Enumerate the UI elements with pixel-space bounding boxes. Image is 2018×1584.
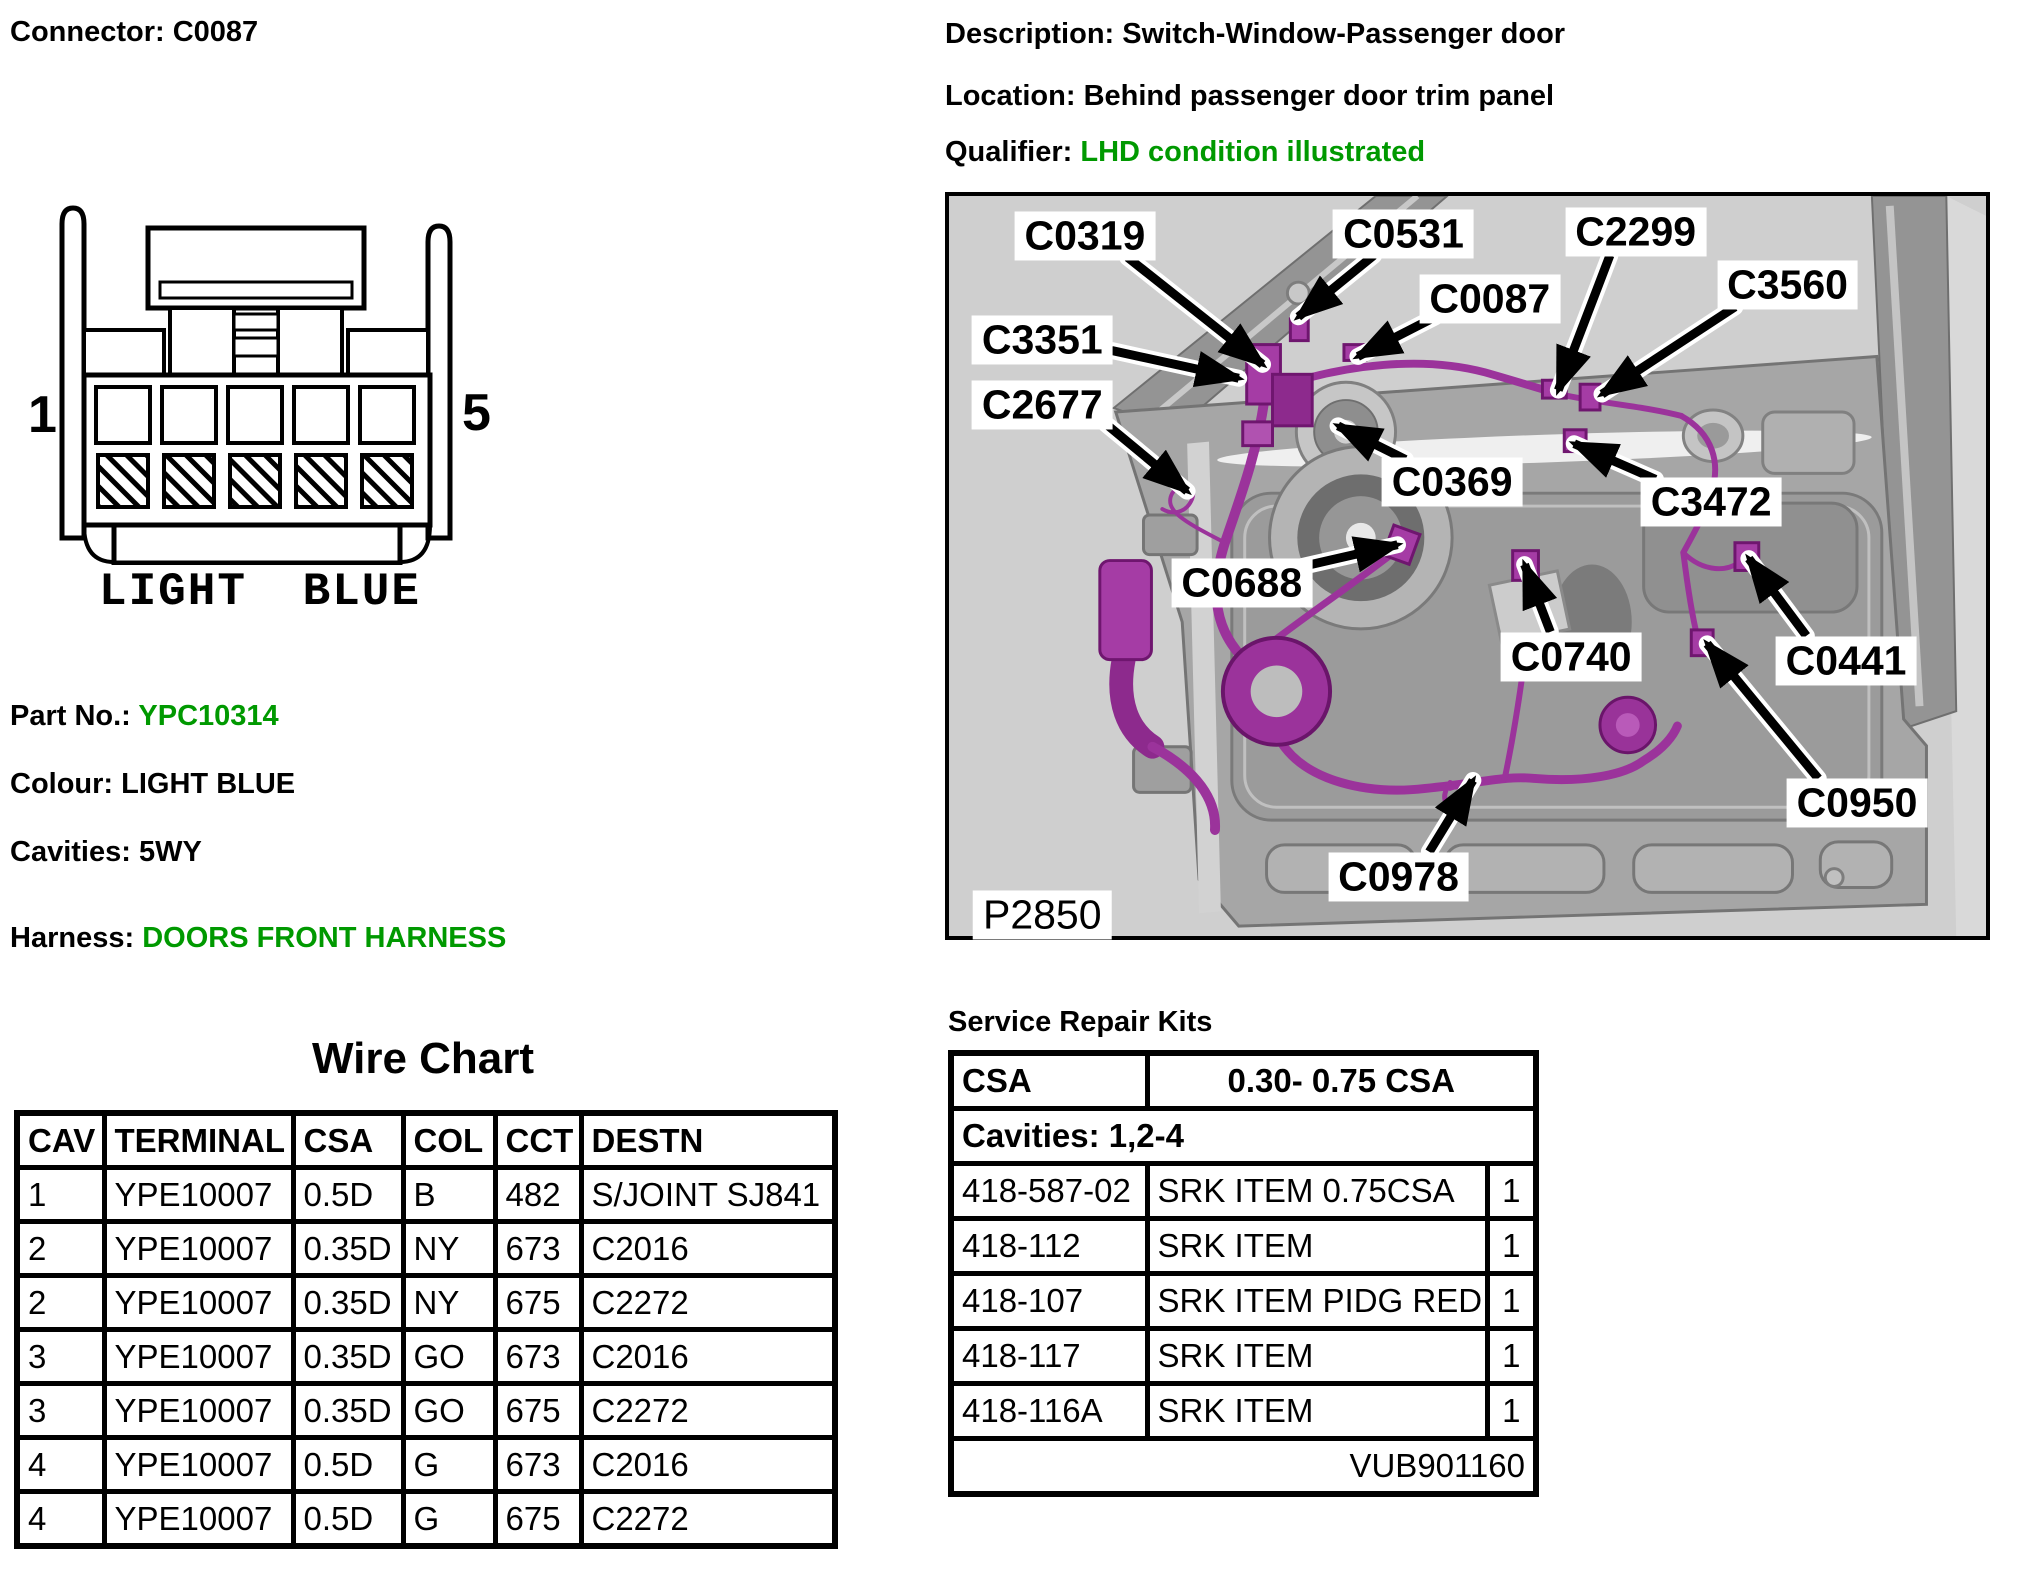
table-cell: 1: [1487, 1164, 1536, 1219]
callout-label-C3351: C3351: [972, 315, 1113, 364]
screw: [1825, 869, 1843, 887]
callout-label-C0531: C0531: [1333, 209, 1474, 258]
connector-bottom-tab: [114, 525, 400, 563]
harness-field: [10, 922, 506, 955]
wire-chart-row: [17, 1438, 835, 1492]
table-cell: TERMINAL: [104, 1113, 293, 1168]
table-cell: 418-587-02: [951, 1164, 1147, 1219]
table-cell: 418-112: [951, 1219, 1147, 1274]
table-cell: 2: [17, 1222, 104, 1276]
srk-footer-row: [951, 1439, 1536, 1495]
location-label: Location:: [945, 80, 1076, 112]
table-cell: 1: [1487, 1329, 1536, 1384]
table-cell: 0.30- 0.75 CSA: [1147, 1053, 1536, 1109]
connector-title: Connector: C0087: [10, 16, 259, 48]
colour-field: [10, 768, 295, 801]
table-cell: 1: [1487, 1384, 1536, 1439]
wire-chart-table: [14, 1110, 838, 1549]
table-cell: VUB901160: [951, 1439, 1536, 1495]
part-no-field: [10, 700, 279, 733]
table-cell: 673: [495, 1222, 581, 1276]
callout-label-C2299: C2299: [1565, 207, 1706, 256]
callout-label-P2850: P2850: [973, 891, 1112, 940]
table-cell: 418-117: [951, 1329, 1147, 1384]
table-cell: 4: [17, 1438, 104, 1492]
table-cell: DESTN: [581, 1113, 835, 1168]
wire-chart-header-row: [17, 1113, 835, 1168]
table-cell: Cavities: 1,2-4: [951, 1109, 1536, 1164]
callout-label-C2677: C2677: [972, 380, 1113, 429]
table-cell: SRK ITEM: [1147, 1384, 1487, 1439]
callout-label-C0688: C0688: [1171, 559, 1312, 608]
description-label: Description:: [945, 18, 1115, 50]
srk-item-row: [951, 1219, 1536, 1274]
callout-label-C3472: C3472: [1641, 478, 1782, 527]
wire-chart-row: [17, 1222, 835, 1276]
table-cell: GO: [403, 1384, 495, 1438]
table-cell: YPE10007: [104, 1384, 293, 1438]
table-cell: YPE10007: [104, 1276, 293, 1330]
callout-label-C0978: C0978: [1328, 852, 1469, 901]
table-cell: 673: [495, 1330, 581, 1384]
table-cell: 675: [495, 1384, 581, 1438]
srk-cavities-row: [951, 1109, 1536, 1164]
pin-number-1: 1: [28, 386, 57, 444]
table-cell: YPE10007: [104, 1492, 293, 1547]
harness-label: Harness:: [10, 922, 135, 954]
table-cell: B: [403, 1168, 495, 1222]
table-cell: 675: [495, 1276, 581, 1330]
callout-label-C0441: C0441: [1776, 636, 1917, 685]
service-repair-kits-table: [948, 1050, 1539, 1497]
cavities-value: 5WY: [138, 836, 202, 868]
connector-face-diagram: [10, 190, 510, 565]
wire-chart-row: [17, 1276, 835, 1330]
callout-label-C0319: C0319: [1015, 211, 1156, 260]
part-no-value: YPC10314: [138, 700, 279, 732]
location-value: Behind passenger door trim panel: [1083, 80, 1555, 112]
wire-chart-row: [17, 1384, 835, 1438]
harness-value: DOORS FRONT HARNESS: [142, 922, 507, 954]
colour-label: Colour:: [10, 768, 114, 800]
callout-label-C0369: C0369: [1382, 458, 1523, 507]
description-value: Switch-Window-Passenger door: [1122, 18, 1566, 50]
table-cell: COL: [403, 1113, 495, 1168]
table-cell: 0.5D: [293, 1438, 403, 1492]
table-cell: CAV: [17, 1113, 104, 1168]
table-cell: 3: [17, 1330, 104, 1384]
table-cell: 0.5D: [293, 1168, 403, 1222]
part-no-label: Part No.:: [10, 700, 131, 732]
wire-chart-row: [17, 1492, 835, 1547]
cavities-field: [10, 836, 202, 869]
callout-label-C0740: C0740: [1501, 632, 1642, 681]
main-plug: [1100, 561, 1152, 660]
table-cell: CSA: [951, 1053, 1147, 1109]
table-cell: NY: [403, 1276, 495, 1330]
connector-left-shoulder: [84, 330, 164, 376]
table-cell: 0.35D: [293, 1384, 403, 1438]
connector-right-shoulder: [348, 330, 428, 376]
callout-label-C0087: C0087: [1419, 274, 1560, 323]
table-cell: C2016: [581, 1438, 835, 1492]
table-cell: 2: [17, 1276, 104, 1330]
description-field: [945, 18, 1565, 51]
table-cell: 3: [17, 1384, 104, 1438]
table-cell: 0.35D: [293, 1222, 403, 1276]
table-cell: 673: [495, 1438, 581, 1492]
table-cell: SRK ITEM: [1147, 1329, 1487, 1384]
pin-number-5: 5: [462, 384, 491, 442]
table-cell: YPE10007: [104, 1222, 293, 1276]
table-cell: 0.5D: [293, 1492, 403, 1547]
wire-chart-row: [17, 1168, 835, 1222]
table-cell: 1: [17, 1168, 104, 1222]
connector-cavities: [96, 387, 414, 443]
qualifier-label: Qualifier:: [945, 136, 1073, 168]
wire-chart-row: [17, 1330, 835, 1384]
table-cell: C2016: [581, 1330, 835, 1384]
cavities-label: Cavities:: [10, 836, 131, 868]
colour-value: LIGHT BLUE: [121, 768, 296, 800]
table-cell: 482: [495, 1168, 581, 1222]
srk-header-row: [951, 1053, 1536, 1109]
table-cell: 0.35D: [293, 1330, 403, 1384]
table-cell: CSA: [293, 1113, 403, 1168]
table-cell: 1: [1487, 1219, 1536, 1274]
table-cell: C2016: [581, 1222, 835, 1276]
table-cell: YPE10007: [104, 1330, 293, 1384]
door-harness-figure: [945, 192, 1990, 940]
table-cell: 418-116A: [951, 1384, 1147, 1439]
qualifier-field: [945, 136, 1425, 169]
table-cell: NY: [403, 1222, 495, 1276]
table-cell: 0.35D: [293, 1276, 403, 1330]
table-cell: S/JOINT SJ841: [581, 1168, 835, 1222]
connector-terminals: [98, 455, 412, 507]
table-cell: GO: [403, 1330, 495, 1384]
connector-left-wing: [62, 208, 84, 538]
table-cell: 1: [1487, 1274, 1536, 1329]
table-cell: C2272: [581, 1276, 835, 1330]
qualifier-value: LHD condition illustrated: [1080, 136, 1426, 168]
location-field: [945, 80, 1554, 113]
table-cell: 418-107: [951, 1274, 1147, 1329]
srk-item-row: [951, 1384, 1536, 1439]
callout-label-C3560: C3560: [1717, 261, 1858, 310]
service-repair-kits-title: Service Repair Kits: [948, 1006, 1213, 1038]
table-cell: 4: [17, 1492, 104, 1547]
table-cell: YPE10007: [104, 1168, 293, 1222]
table-cell: SRK ITEM 0.75CSA: [1147, 1164, 1487, 1219]
table-cell: G: [403, 1438, 495, 1492]
srk-item-row: [951, 1164, 1536, 1219]
table-cell: 675: [495, 1492, 581, 1547]
connector-colour-caption: LIGHT BLUE: [98, 566, 422, 618]
table-cell: C2272: [581, 1492, 835, 1547]
srk-item-row: [951, 1329, 1536, 1384]
table-cell: CCT: [495, 1113, 581, 1168]
callout-label-C0950: C0950: [1787, 779, 1928, 828]
table-cell: SRK ITEM: [1147, 1219, 1487, 1274]
table-cell: C2272: [581, 1384, 835, 1438]
table-cell: SRK ITEM PIDG RED: [1147, 1274, 1487, 1329]
srk-item-row: [951, 1274, 1536, 1329]
table-cell: YPE10007: [104, 1438, 293, 1492]
wire-chart-title: Wire Chart: [311, 1034, 535, 1083]
table-cell: G: [403, 1492, 495, 1547]
